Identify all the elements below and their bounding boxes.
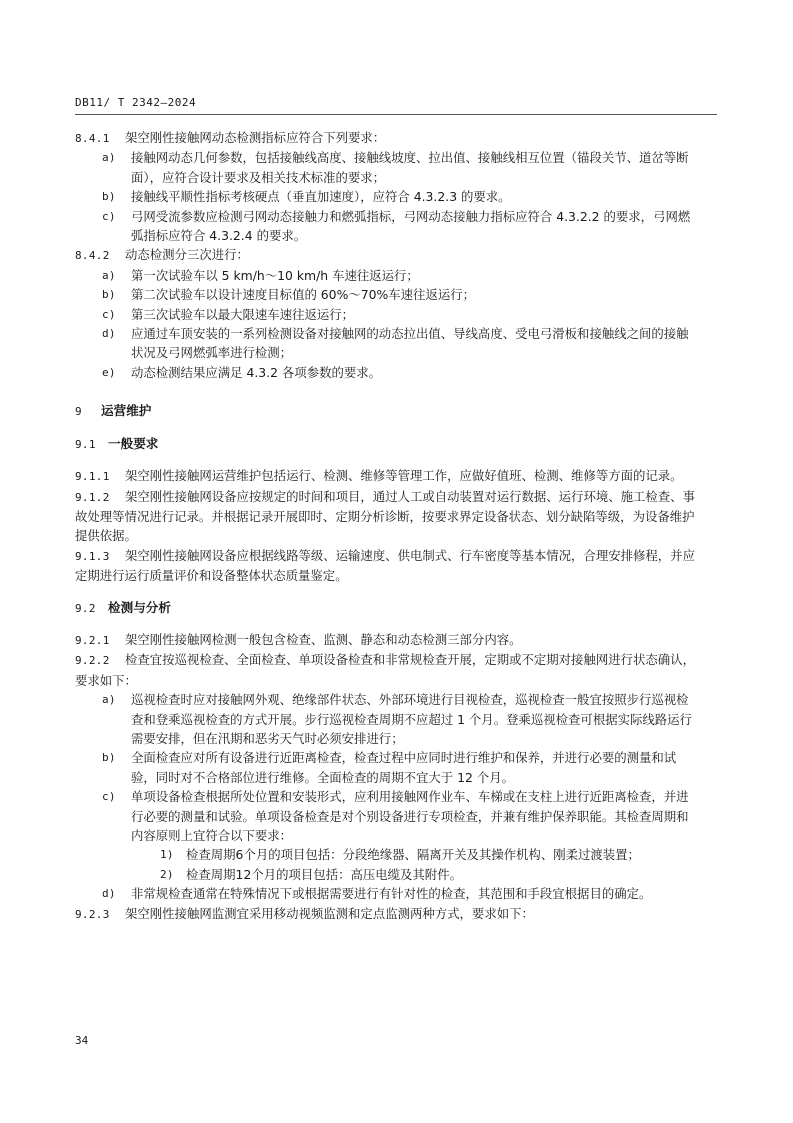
clause-8-4-1 — [75, 128, 700, 148]
item-label: b) — [102, 288, 116, 302]
list-item-8-4-2-a — [75, 266, 700, 285]
clause-text: 动态检测分三次进行： — [125, 247, 249, 263]
item-label: a) — [102, 151, 116, 165]
list-item-8-4-1-c — [75, 207, 700, 246]
item-text: 接触线平顺性指标考核硬点（垂直加速度），应符合 4.3.2.3 的要求。 — [131, 189, 511, 205]
section-heading-9-1 — [75, 434, 700, 454]
list-item-8-4-2-d — [75, 324, 700, 363]
section-title: 检测与分析 — [108, 599, 171, 615]
chapter-title: 运营维护 — [101, 403, 152, 419]
spacer — [75, 422, 700, 434]
section-number: 9.1 — [75, 437, 96, 451]
sub-item-label: 2) — [160, 867, 174, 881]
clause-text: 架空刚性接触网动态检测指标应符合下列要求： — [125, 130, 386, 145]
item-label: c) — [102, 307, 116, 321]
item-label: a) — [102, 268, 116, 282]
sub-item-2 — [75, 865, 700, 884]
sub-item-text: 检查周期12个月的项目包括：高压电缆及其附件。 — [186, 866, 462, 882]
page-number: 34 — [75, 1034, 89, 1047]
list-item-9-2-2-b — [75, 748, 700, 787]
clause-text: 架空刚性接触网监测宜采用移动视频监测和定点监测两种方式，要求如下： — [125, 905, 534, 921]
item-text: 第二次试验车以设计速度目标值的 60%～70%车速往返运行； — [131, 287, 476, 303]
item-text: 动态检测结果应满足 4.3.2 各项参数的要求。 — [131, 364, 382, 380]
list-item-9-2-2-c — [75, 787, 700, 845]
item-text: 第一次试验车以 5 km/h～10 km/h 车速往返运行； — [131, 267, 419, 283]
clause-number: 8.4.1 — [75, 132, 110, 145]
page-content — [75, 128, 700, 924]
section-number: 9.2 — [75, 601, 96, 615]
item-label: b) — [102, 190, 116, 204]
clause-number: 9.2.1 — [75, 633, 110, 647]
item-text: 全面检查应对所有设备进行近距离检查，检查过程中应同时进行维护和保养，并进行必要的测量和试验，同时对不合格部位进行维修。全面检查的周期不宜大于 12 个月。 — [131, 750, 677, 785]
clause-text: 架空刚性接触网设备应根据线路等级、运输速度、供电制式、行车密度等基本情况，合理安排修程，并应定期进行运行质量评价和设备整体状态质量鉴定。 — [75, 547, 695, 584]
section-heading-9-2 — [75, 598, 700, 618]
item-label: d) — [102, 327, 116, 341]
item-label: b) — [102, 751, 116, 765]
list-item-9-2-2-a — [75, 690, 700, 748]
item-text: 巡视检查时应对接触网外观、绝缘部件状态、外部环境进行目视检查，巡视检查一般宜按照步行巡视检查和登乘巡视检查的方式开展。步行巡视检查周期不应超过 1 个月。登乘巡视检查可根据实际线路运行需要安排，但在汛期和恶劣天气时必须安排进行； — [131, 692, 692, 746]
clause-number: 9.1.3 — [75, 549, 110, 563]
list-item-8-4-2-b — [75, 285, 700, 304]
clause-number: 9.2.2 — [75, 654, 110, 668]
clause-number: 8.4.2 — [75, 249, 110, 263]
chapter-number: 9 — [75, 405, 82, 419]
spacer — [75, 618, 700, 630]
list-item-8-4-1-b — [75, 187, 700, 206]
item-label: d) — [102, 887, 116, 901]
clause-9-1-3 — [75, 546, 700, 586]
clause-9-2-1 — [75, 630, 700, 650]
list-item-8-4-2-c — [75, 305, 700, 324]
item-label: e) — [102, 365, 116, 379]
header-rule — [75, 114, 717, 115]
standard-code-header: DB11/ T 2342—2024 — [75, 96, 197, 109]
clause-number: 9.1.2 — [75, 490, 110, 504]
item-text: 弓网受流参数应检测弓网动态接触力和燃弧指标，弓网动态接触力指标应符合 4.3.2.2 的要求，弓网燃弧指标应符合 4.3.2.4 的要求。 — [131, 208, 691, 244]
clause-9-2-3 — [75, 904, 700, 924]
clause-text: 架空刚性接触网检测一般包含检查、监测、静态和动态检测三部分内容。 — [125, 631, 522, 647]
item-label: c) — [102, 790, 116, 804]
sub-item-1 — [75, 845, 700, 864]
clause-text: 检查宜按巡视检查、全面检查、单项设备检查和非常规检查开展，定期或不定期对接触网进行状态确认，要求如下： — [75, 652, 695, 688]
item-text: 非常规检查通常在特殊情况下或根据需要进行有针对性的检查，其范围和手段宜根据目的确定。 — [131, 886, 652, 902]
sub-item-label: 1) — [160, 848, 174, 862]
item-text: 单项设备检查根据所处位置和安装形式，应利用接触网作业车、车梯或在支柱上进行近距离检查，并进行必要的测量和试验。单项设备检查是对个别设备进行专项检查，并兼有维护保养职能。其检查周期和内容原则上宜符合以下要求： — [131, 789, 689, 843]
clause-number: 9.2.3 — [75, 907, 110, 921]
item-label: a) — [102, 693, 116, 707]
clause-number: 9.1.1 — [75, 470, 110, 484]
clause-text: 架空刚性接触网设备应按规定的时间和项目，通过人工或自动装置对运行数据、运行环境、施工检查、事故处理等情况进行记录。并根据记录开展即时、定期分析诊断，按要求界定设备状态、划分缺陷等级，为设备维护提供依据。 — [75, 488, 695, 544]
chapter-heading-9 — [75, 401, 700, 421]
clause-8-4-2 — [75, 245, 700, 265]
item-text: 应通过车顶安装的一系列检测设备对接触网的动态拉出值、导线高度、受电弓滑板和接触线之间的接触状况及弓网燃弧率进行检测； — [131, 326, 689, 361]
spacer — [75, 382, 700, 401]
spacer — [75, 454, 700, 466]
item-label: c) — [102, 209, 116, 223]
clause-9-1-1 — [75, 466, 700, 486]
item-text: 第三次试验车以最大限速车速往返运行； — [131, 306, 355, 322]
spacer — [75, 586, 700, 598]
list-item-8-4-1-a — [75, 148, 700, 187]
section-title: 一般要求 — [108, 435, 159, 451]
clause-9-1-2 — [75, 487, 700, 546]
item-text: 接触网动态几何参数，包括接触线高度、接触线坡度、拉出值、接触线相互位置（锚段关节、道岔等断面），应符合设计要求及相关技术标准的要求； — [131, 150, 689, 185]
clause-9-2-2 — [75, 650, 700, 690]
clause-text: 架空刚性接触网运营维护包括运行、检测、维修等管理工作，应做好值班、检测、维修等方面的记录。 — [125, 468, 683, 484]
sub-item-text: 检查周期6个月的项目包括：分段绝缘器、隔离开关及其操作机构、刚柔过渡装置； — [186, 847, 640, 863]
list-item-8-4-2-e — [75, 363, 700, 382]
list-item-9-2-2-d — [75, 884, 700, 903]
